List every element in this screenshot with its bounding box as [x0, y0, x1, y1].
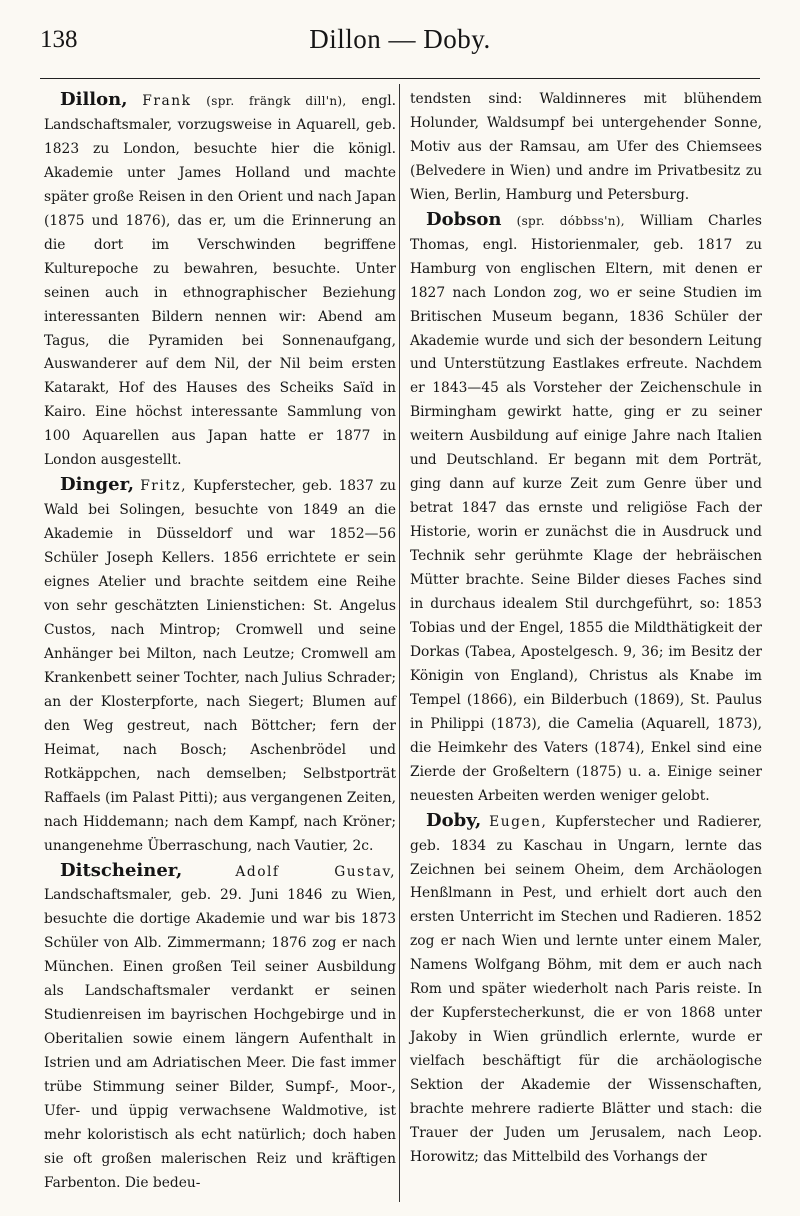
entry-given-name: Adolf Gustav,: [235, 863, 397, 880]
entry-lemma: Dinger,: [60, 474, 135, 496]
entry-body: Kupferstecher, geb. 1837 zu Wald bei Solingen, besuchte von 1849 an die Akademie in Düsseldorf und war 1852—56 Schüler Joseph Kellers. 1856 errichtete er sein eignes Atelier und brachte seitdem eine Reihe von sehr geschätzten Linienstichen: St. Angelus Custos, nach Mintrop; Cromwell und seine Anhänger bei Milton, nach Leutze; Cromwell am Krankenbett seiner Tochter, nach Julius Schrader; an der Klosterpforte, nach Siegert; Blumen auf den Weg gestreut, nach Böttcher; fern der Heimat, nach Bosch; Aschenbrödel und Rotkäppchen, nach demselben; Selbstporträt Raffaels (im Palast Pitti); aus vergangenen Zeiten, nach Hiddemann; nach dem Kampf, nach Kröner; unangenehme Überraschung, nach Vautier, 2c.: [44, 478, 396, 854]
column-divider: [399, 84, 400, 1202]
entry-lemma: Dillon,: [60, 89, 128, 110]
entry-body: Kupferstecher und Radierer, geb. 1834 zu Kaschau in Ungarn, lernte das Zeichnen bei seinem Oheim, dem Archäologen Henßlmann in Pest, und erhielt dort auch den ersten Unterricht im Stechen und Radieren. 1852 zog er nach Wien und lernte unter einem Maler, Namens Wolfgang Böhm, mit dem er auch nach Rom und später wiederholt nach Paris reiste. In der Kupferstecherkunst, die er von 1868 unter Jakoby in Wien gründlich erlernte, wurde er vielfach beschäftigt für die archäologische Sektion der Akademie der Wissenschaften, brachte mehrere radierte Blätter und stach: die Trauer der Juden um Jerusalem, nach Leop. Horowitz; das Mittelbild des Vorhangs der: [410, 813, 762, 1165]
running-head: Dillon — Doby.: [309, 24, 491, 54]
entry-body: tendsten sind: Waldinneres mit blühendem Holunder, Waldsumpf bei untergehender Sonne, Motiv aus der Ramsau, am Ufer des Chiemsees (Belvedere in Wien) und andre im Privatbesitz zu Wien, Berlin, Hamburg und Petersburg.: [410, 91, 762, 203]
entry-given-name: Eugen,: [489, 813, 548, 830]
header-rule: [40, 78, 760, 79]
entry-dinger: [44, 473, 396, 858]
entry-given-name: Fritz,: [140, 478, 188, 495]
page-header: [40, 22, 760, 62]
entry-body: Landschaftsmaler, geb. 29. Juni 1846 zu Wien, besuchte die dortige Akademie und war bis 1873 Schüler von Alb. Zimmermann; 1876 zog er nach München. Einen großen Teil seiner Ausbildung als Landschaftsmaler verdankt er seinen Studienreisen im bayrischen Hochgebirge und in Oberitalien sowie einem längern Aufenthalt in Istrien und am Adriatischen Meer. Die fast immer trübe Stimmung seiner Bilder, Sumpf-, Moor-, Ufer- und üppig verwachsene Waldmotive, ist mehr koloristisch als echt natürlich; doch haben sie oft großen malerischen Reiz und kräftigen Farbenton. Die bedeu-: [44, 887, 396, 1191]
entry-doby: [410, 809, 762, 1170]
left-column: [44, 88, 396, 1196]
entry-ditscheiner-continued: [410, 88, 762, 208]
entry-dobson: [410, 208, 762, 809]
entry-lemma: Dobson: [426, 208, 502, 230]
entry-lemma: Ditscheiner,: [60, 859, 183, 881]
entry-body: engl. Landschaftsmaler, vorzugsweise in Aquarell, geb. 1823 zu London, besuchte hier die königl. Akademie unter James Holland und machte später große Reisen in den Orient und nach Japan (1875 und 1876), das er, um die Erinnerung an die dort im Verschwinden begriffene Kulturepoche zu bewahren, besuchte. Unter seinen auch in ethnographischer Beziehung interessanten Bildern nennen wir: Abend am Tagus, die Pyramiden bei Sonnenaufgang, Auswanderer auf dem Nil, der Nil beim ersten Katarakt, Hof des Hauses des Scheiks Saïd in Kairo. Eine höchst interessante Sammlung von 100 Aquarellen aus Japan hatte er 1877 in London ausgestellt.: [44, 93, 397, 469]
entry-body: William Charles Thomas, engl. Historienmaler, geb. 1817 zu Hamburg von englischen Eltern, mit denen er 1827 nach London zog, wo er seine Studien im Britischen Museum begann, 1836 Schüler der Akademie wurde und sich der besondern Leitung und Unterstützung Eastlakes erfreute. Nachdem er 1843—45 als Vorsteher der Zeichenschule in Birmingham gewirkt hatte, ging er zu seiner weitern Ausbildung auf einige Jahre nach Italien und Deutschland. Er begann mit dem Porträt, ging dann auf kurze Zeit zum Genre über und betrat 1847 das ernste und religiöse Fach der Historie, worin er zunächst die in Ausdruck und Technik sehr gerühmte Klage der hebräischen Mütter brachte. Seine Bilder dieses Faches sind in durchaus idealem Stil durchgeführt, so: 1853 Tobias und der Engel, 1855 die Mildthätigkeit der Dorkas (Tabea, Apostelgesch. 9, 36; im Besitz der Königin von England), Christus als Knabe im Tempel (1866), ein Bilderbuch (1869), St. Paulus in Philippi (1873), die Camelia (Aquarell, 1873), die Heimkehr des Vaters (1874), Enkel sind eine Zierde der Großeltern (1875) u. a. Einige seiner neuesten Arbeiten werden weniger gelobt.: [410, 212, 762, 804]
entry-pronunciation: (spr. dóbbss'n),: [516, 213, 625, 228]
entry-given-name: Frank: [142, 93, 192, 109]
entry-pronunciation: (spr. frängk dill'n),: [206, 94, 347, 108]
right-column: [410, 88, 762, 1170]
page-number: 138: [40, 26, 78, 53]
entry-ditscheiner: [44, 859, 396, 1196]
entry-lemma: Doby,: [426, 809, 482, 831]
entry-dillon: [44, 88, 396, 473]
